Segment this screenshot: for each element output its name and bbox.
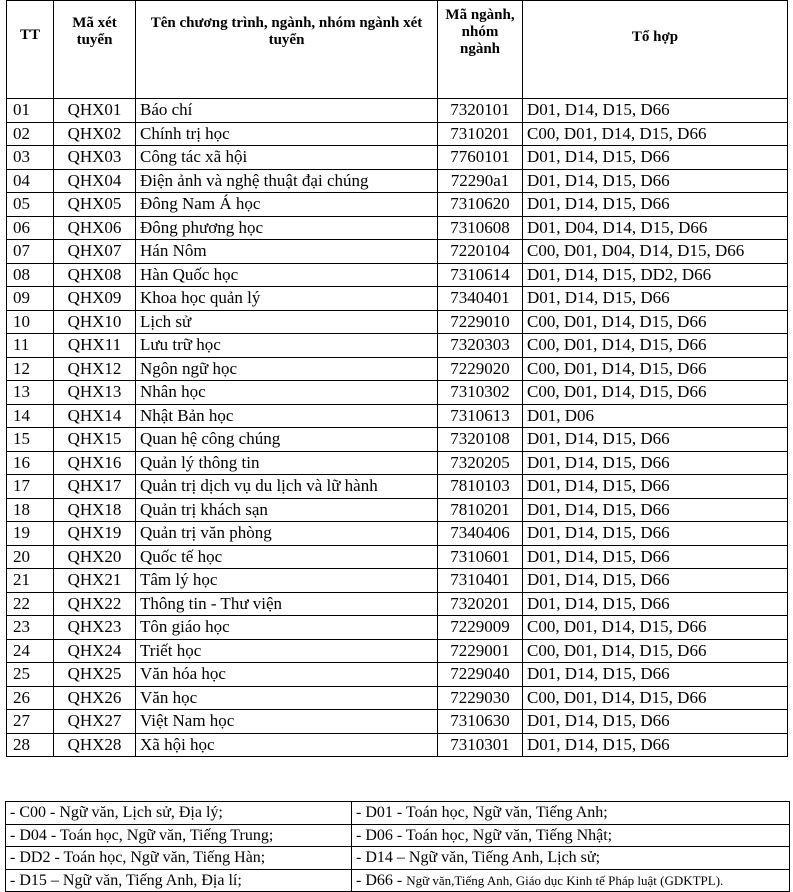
table-row [7,498,788,522]
cell-ma-xet-tuyen: QHX25 [54,663,136,687]
cell-tt: 26 [7,686,54,710]
cell-ten-nganh: Quan hệ công chúng [136,428,438,452]
cell-to-hop: D01, D14, D15, D66 [523,475,788,499]
table-row [7,475,788,499]
cell-tt: 18 [7,498,54,522]
cell-ten-nganh: Nhân học [136,381,438,405]
legend-d66-code: - D66 - [356,871,403,889]
table-row [7,451,788,475]
table-row [7,99,788,123]
cell-to-hop: D01, D14, D15, D66 [523,169,788,193]
cell-tt: 03 [7,146,54,170]
cell-ma-nganh: 7310630 [438,710,523,734]
cell-ten-nganh: Quản lý thông tin [136,451,438,475]
cell-tt: 12 [7,357,54,381]
table-row [7,169,788,193]
table-row [7,616,788,640]
legend-row [6,847,790,870]
cell-ma-nganh: 7340406 [438,522,523,546]
cell-tt: 25 [7,663,54,687]
cell-ten-nganh: Tâm lý học [136,569,438,593]
cell-to-hop: C00, D01, D14, D15, D66 [523,639,788,663]
cell-tt: 19 [7,522,54,546]
cell-ten-nganh: Đông Nam Á học [136,193,438,217]
table-row [7,287,788,311]
cell-ma-nganh: 7310620 [438,193,523,217]
cell-ma-nganh: 7310201 [438,122,523,146]
cell-to-hop: C00, D01, D14, D15, D66 [523,310,788,334]
table-header-row [7,1,788,99]
cell-tt: 21 [7,569,54,593]
legend-row [6,802,790,825]
cell-ma-xet-tuyen: QHX23 [54,616,136,640]
table-row [7,710,788,734]
cell-ten-nganh: Quản trị dịch vụ du lịch và lữ hành [136,475,438,499]
cell-ma-xet-tuyen: QHX09 [54,287,136,311]
cell-ten-nganh: Khoa học quản lý [136,287,438,311]
cell-ten-nganh: Nhật Bản học [136,404,438,428]
header-ma-nganh: Mã ngành, nhóm ngành [438,1,523,99]
cell-ma-xet-tuyen: QHX13 [54,381,136,405]
cell-ma-xet-tuyen: QHX05 [54,193,136,217]
cell-ma-xet-tuyen: QHX15 [54,428,136,452]
cell-ten-nganh: Báo chí [136,99,438,123]
legend-row [6,824,790,847]
table-row [7,381,788,405]
cell-ten-nganh: Việt Nam học [136,710,438,734]
table-row [7,592,788,616]
cell-to-hop: D01, D14, D15, D66 [523,287,788,311]
cell-ma-xet-tuyen: QHX20 [54,545,136,569]
cell-ma-xet-tuyen: QHX26 [54,686,136,710]
cell-ma-nganh: 7229009 [438,616,523,640]
cell-ma-nganh: 7320303 [438,334,523,358]
cell-ma-nganh: 7229040 [438,663,523,687]
cell-ten-nganh: Điện ảnh và nghệ thuật đại chúng [136,169,438,193]
cell-tt: 07 [7,240,54,264]
cell-ma-xet-tuyen: QHX28 [54,733,136,757]
cell-ten-nganh: Quản trị khách sạn [136,498,438,522]
cell-ma-nganh: 72290a1 [438,169,523,193]
cell-to-hop: D01, D14, D15, DD2, D66 [523,263,788,287]
cell-ma-xet-tuyen: QHX06 [54,216,136,240]
cell-ma-nganh: 7310302 [438,381,523,405]
cell-ten-nganh: Triết học [136,639,438,663]
cell-ten-nganh: Quản trị văn phòng [136,522,438,546]
cell-to-hop: D01, D14, D15, D66 [523,710,788,734]
cell-ma-nganh: 7320205 [438,451,523,475]
table-row [7,733,788,757]
cell-to-hop: D01, D14, D15, D66 [523,663,788,687]
cell-tt: 08 [7,263,54,287]
cell-tt: 06 [7,216,54,240]
table-row [7,216,788,240]
cell-ma-xet-tuyen: QHX02 [54,122,136,146]
cell-tt: 17 [7,475,54,499]
legend-row [6,869,790,892]
cell-ma-xet-tuyen: QHX19 [54,522,136,546]
cell-to-hop: C00, D01, D14, D15, D66 [523,334,788,358]
table-row [7,263,788,287]
cell-to-hop: C00, D01, D14, D15, D66 [523,122,788,146]
cell-ten-nganh: Công tác xã hội [136,146,438,170]
cell-ten-nganh: Ngôn ngữ học [136,357,438,381]
cell-ma-nganh: 7229030 [438,686,523,710]
cell-tt: 04 [7,169,54,193]
cell-to-hop: D01, D04, D14, D15, D66 [523,216,788,240]
legend-d66-detail: Ngữ văn,Tiếng Anh, Giáo dục Kinh tế Pháp luật (GDKTPL). [406,872,724,888]
cell-to-hop: D01, D14, D15, D66 [523,733,788,757]
table-row [7,240,788,264]
table-row [7,569,788,593]
cell-to-hop: D01, D14, D15, D66 [523,545,788,569]
cell-ten-nganh: Lịch sử [136,310,438,334]
cell-ten-nganh: Chính trị học [136,122,438,146]
cell-ma-nganh: 7810201 [438,498,523,522]
cell-ten-nganh: Văn học [136,686,438,710]
cell-ma-xet-tuyen: QHX04 [54,169,136,193]
header-tt: TT [7,1,54,99]
cell-ma-xet-tuyen: QHX12 [54,357,136,381]
cell-tt: 27 [7,710,54,734]
cell-ma-nganh: 7229001 [438,639,523,663]
cell-ma-xet-tuyen: QHX11 [54,334,136,358]
cell-tt: 28 [7,733,54,757]
cell-ma-nganh: 7310301 [438,733,523,757]
cell-ma-nganh: 7760101 [438,146,523,170]
cell-ma-xet-tuyen: QHX01 [54,99,136,123]
cell-ma-xet-tuyen: QHX21 [54,569,136,593]
cell-to-hop: D01, D14, D15, D66 [523,451,788,475]
cell-tt: 13 [7,381,54,405]
cell-ma-nganh: 7220104 [438,240,523,264]
cell-ma-xet-tuyen: QHX03 [54,146,136,170]
legend-d04: - D04 - Toán học, Ngữ văn, Tiếng Trung; [6,824,352,847]
cell-ten-nganh: Hán Nôm [136,240,438,264]
cell-ten-nganh: Quốc tế học [136,545,438,569]
cell-ma-xet-tuyen: QHX08 [54,263,136,287]
legend-d06: - D06 - Toán học, Ngữ văn, Tiếng Nhật; [352,824,790,847]
cell-tt: 23 [7,616,54,640]
cell-to-hop: C00, D01, D14, D15, D66 [523,381,788,405]
cell-tt: 15 [7,428,54,452]
cell-tt: 11 [7,334,54,358]
cell-ma-nganh: 7310401 [438,569,523,593]
cell-ten-nganh: Đông phương học [136,216,438,240]
header-ten-chuong-trinh: Tên chương trình, ngành, nhóm ngành xét tuyển [136,1,438,99]
cell-to-hop: D01, D14, D15, D66 [523,99,788,123]
cell-ten-nganh: Xã hội học [136,733,438,757]
table-row [7,357,788,381]
cell-ma-xet-tuyen: QHX22 [54,592,136,616]
cell-ma-xet-tuyen: QHX14 [54,404,136,428]
legend-d15: - D15 – Ngữ văn, Tiếng Anh, Địa lí; [6,869,352,892]
table-row [7,310,788,334]
legend-dd2: - DD2 - Toán học, Ngữ văn, Tiếng Hàn; [6,847,352,870]
cell-ten-nganh: Lưu trữ học [136,334,438,358]
table-row [7,639,788,663]
cell-ma-nganh: 7310614 [438,263,523,287]
cell-tt: 14 [7,404,54,428]
cell-tt: 10 [7,310,54,334]
cell-ma-xet-tuyen: QHX07 [54,240,136,264]
legend-d66 [352,869,790,892]
cell-ma-xet-tuyen: QHX10 [54,310,136,334]
table-row [7,193,788,217]
cell-to-hop: D01, D14, D15, D66 [523,522,788,546]
cell-tt: 16 [7,451,54,475]
table-body [7,99,788,757]
cell-ma-nganh: 7320108 [438,428,523,452]
table-row [7,545,788,569]
cell-tt: 24 [7,639,54,663]
table-row [7,428,788,452]
legend-d14: - D14 – Ngữ văn, Tiếng Anh, Lịch sử; [352,847,790,870]
cell-ten-nganh: Thông tin - Thư viện [136,592,438,616]
cell-to-hop: D01, D14, D15, D66 [523,498,788,522]
cell-to-hop: D01, D14, D15, D66 [523,146,788,170]
legend-d01: - D01 - Toán học, Ngữ văn, Tiếng Anh; [352,802,790,825]
table-row [7,522,788,546]
table-row [7,122,788,146]
cell-tt: 09 [7,287,54,311]
cell-to-hop: C00, D01, D14, D15, D66 [523,686,788,710]
cell-ma-xet-tuyen: QHX24 [54,639,136,663]
cell-to-hop: D01, D06 [523,404,788,428]
header-ma-xet-tuyen: Mã xét tuyển [54,1,136,99]
cell-ma-nganh: 7340401 [438,287,523,311]
cell-ma-nganh: 7810103 [438,475,523,499]
cell-ma-nganh: 7310601 [438,545,523,569]
cell-to-hop: D01, D14, D15, D66 [523,193,788,217]
cell-ma-xet-tuyen: QHX27 [54,710,136,734]
cell-tt: 20 [7,545,54,569]
cell-ten-nganh: Hàn Quốc học [136,263,438,287]
table-row [7,334,788,358]
table-row [7,663,788,687]
cell-ma-nganh: 7229020 [438,357,523,381]
cell-ten-nganh: Tôn giáo học [136,616,438,640]
cell-ma-nganh: 7229010 [438,310,523,334]
cell-to-hop: C00, D01, D04, D14, D15, D66 [523,240,788,264]
cell-ma-nganh: 7310613 [438,404,523,428]
cell-ma-xet-tuyen: QHX17 [54,475,136,499]
cell-to-hop: C00, D01, D14, D15, D66 [523,357,788,381]
cell-to-hop: D01, D14, D15, D66 [523,428,788,452]
table-row [7,146,788,170]
cell-ma-xet-tuyen: QHX18 [54,498,136,522]
legend-table [5,801,790,892]
admission-table [6,0,788,757]
cell-tt: 02 [7,122,54,146]
cell-to-hop: D01, D14, D15, D66 [523,592,788,616]
table-row [7,404,788,428]
cell-tt: 22 [7,592,54,616]
cell-tt: 01 [7,99,54,123]
cell-to-hop: D01, D14, D15, D66 [523,569,788,593]
cell-ten-nganh: Văn hóa học [136,663,438,687]
legend-c00: - C00 - Ngữ văn, Lịch sử, Địa lý; [6,802,352,825]
cell-tt: 05 [7,193,54,217]
cell-ma-nganh: 7320101 [438,99,523,123]
cell-to-hop: C00, D01, D14, D15, D66 [523,616,788,640]
header-to-hop: Tổ hợp [523,1,788,99]
cell-ma-xet-tuyen: QHX16 [54,451,136,475]
cell-ma-nganh: 7310608 [438,216,523,240]
table-row [7,686,788,710]
cell-ma-nganh: 7320201 [438,592,523,616]
